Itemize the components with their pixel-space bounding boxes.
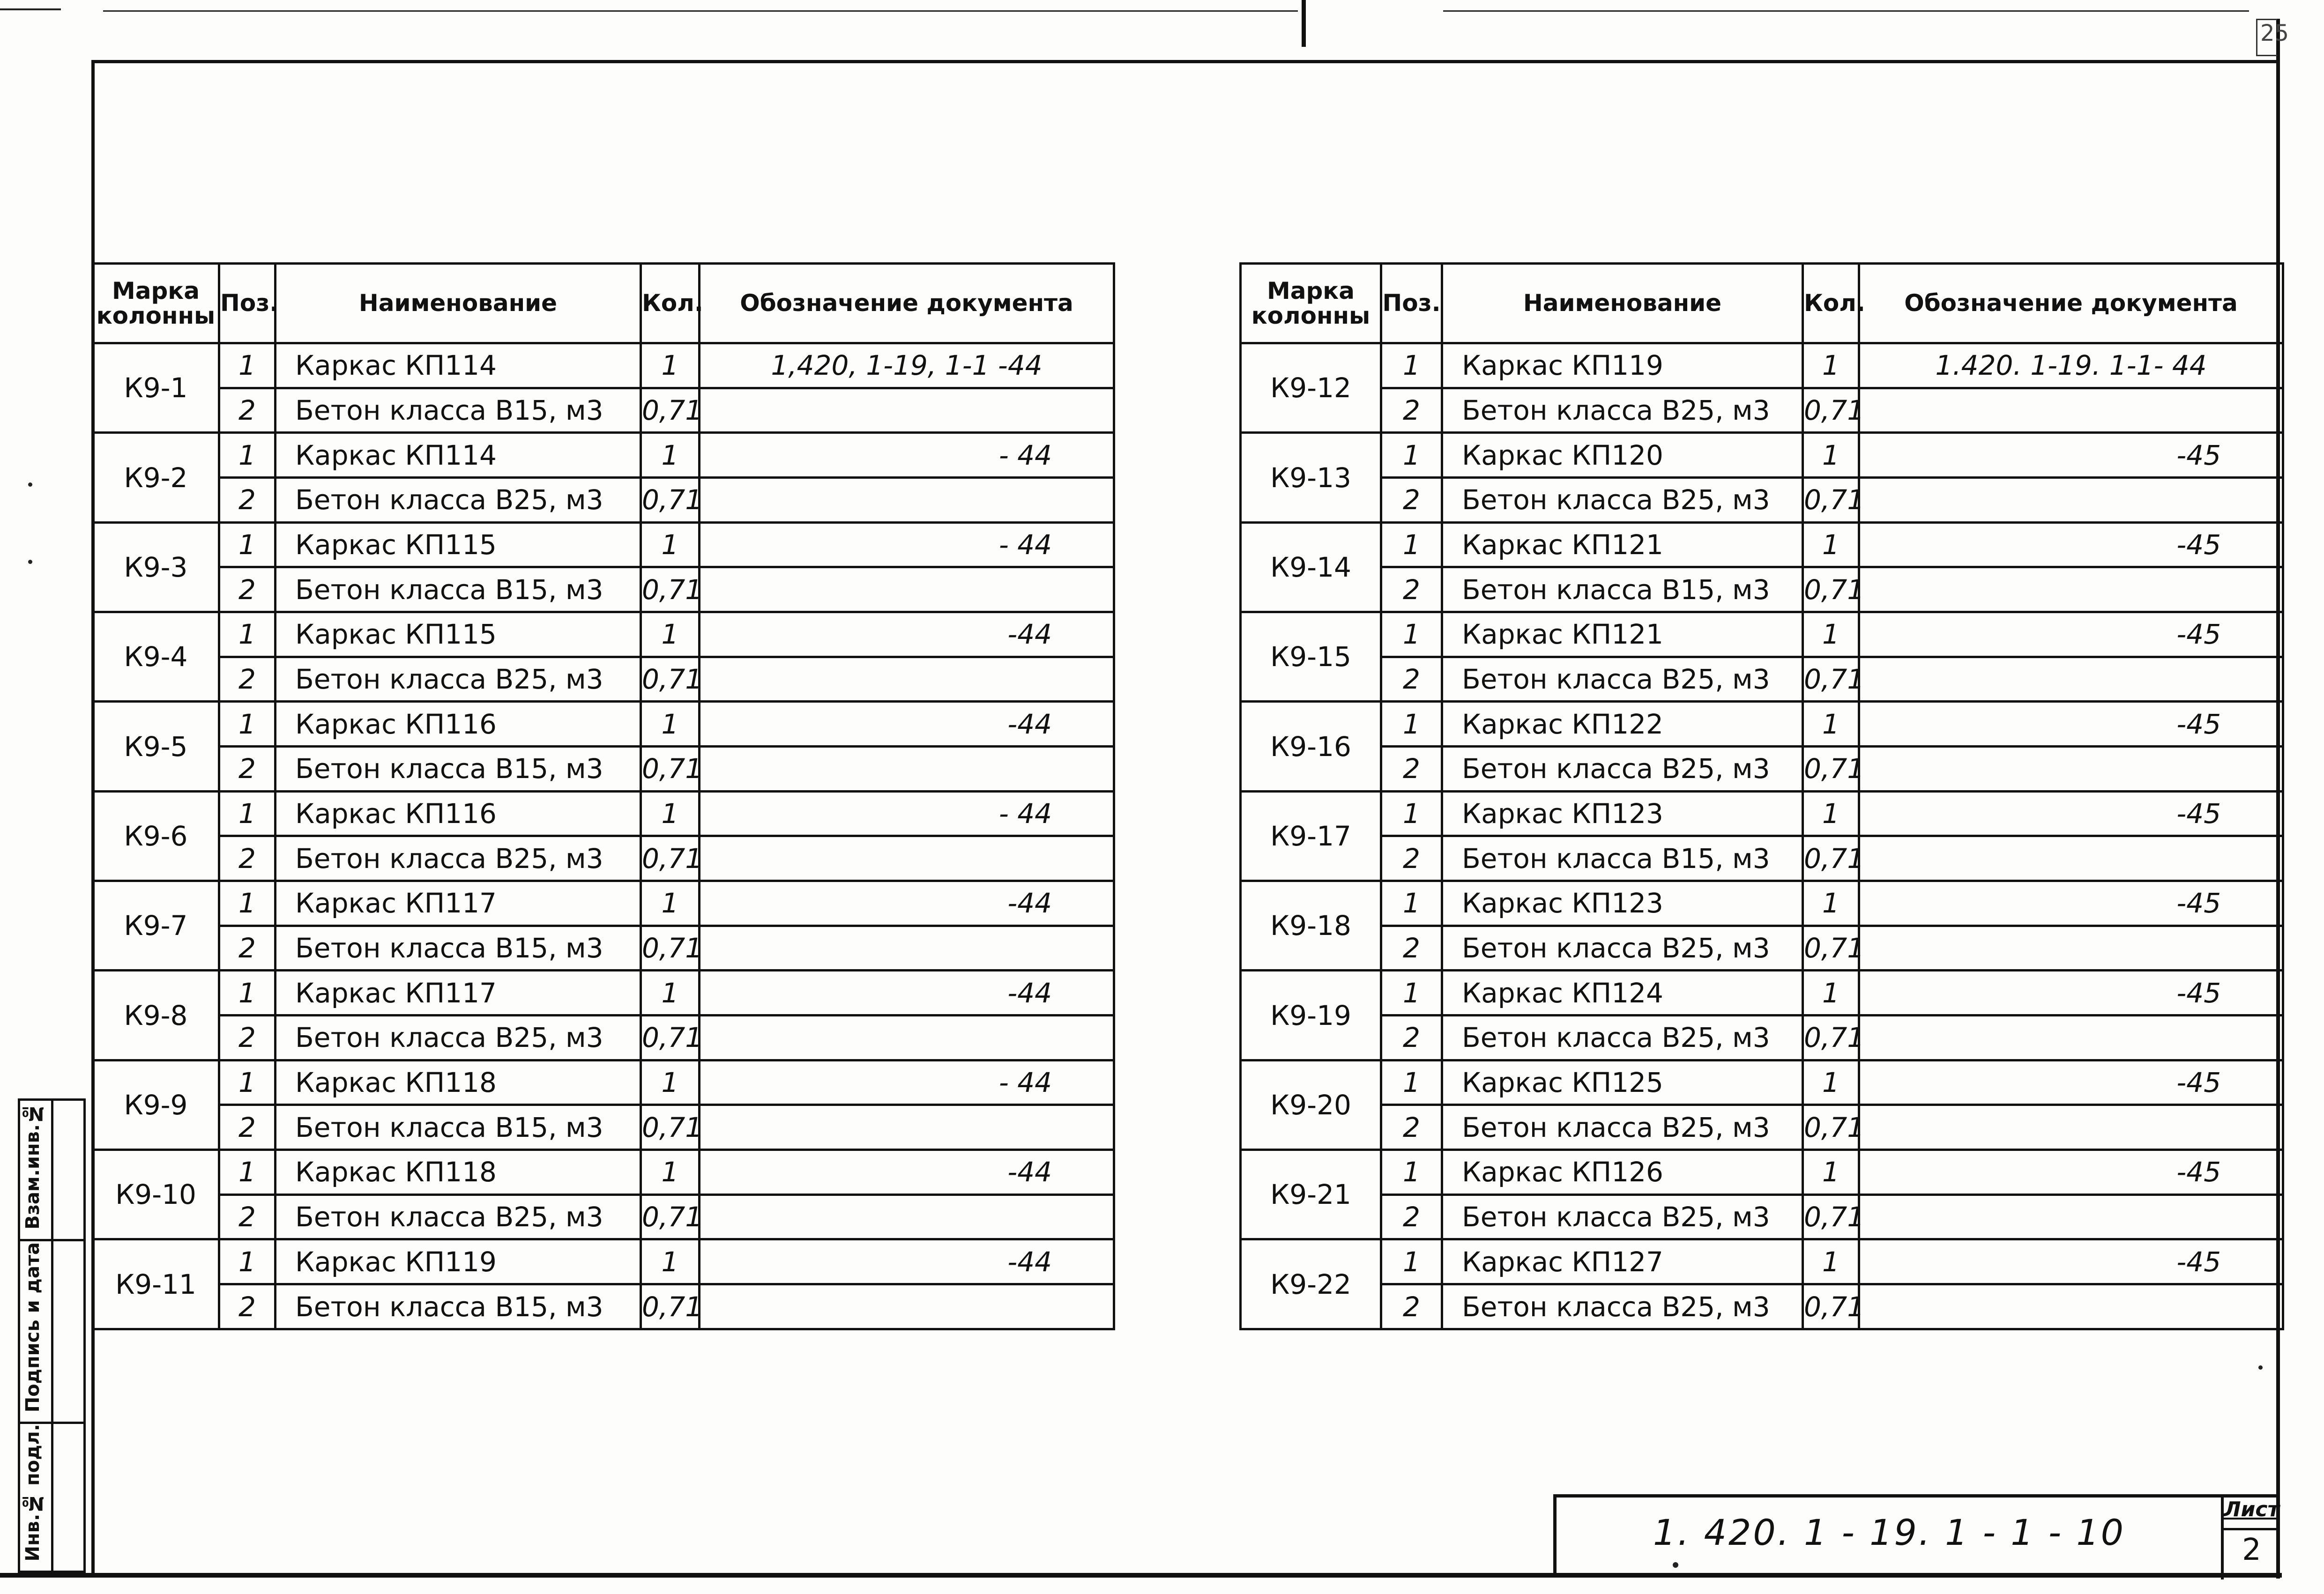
position-cell: 2 (219, 1016, 276, 1060)
table-row (93, 567, 1114, 612)
column-mark-cell: К9-22 (1241, 1239, 1381, 1329)
document-cell: 1,420, 1-19, 1-1 -44 (700, 343, 1114, 388)
name-cell: Каркас КП114 (276, 343, 641, 388)
side-label-replacement: Взам.инв.№ (22, 1103, 44, 1230)
column-mark-cell: К9-6 (93, 791, 219, 881)
name-cell: Бетон класса В15, м3 (276, 926, 641, 971)
quantity-cell: 0,71 (1803, 388, 1859, 433)
quantity-cell: 1 (1803, 612, 1859, 657)
position-cell: 2 (1381, 1016, 1442, 1060)
quantity-cell: 0,71 (1803, 926, 1859, 971)
name-cell: Каркас КП123 (1442, 791, 1803, 836)
document-cell (700, 1105, 1114, 1150)
table-body-right (1241, 343, 2283, 1329)
table-row (93, 343, 1114, 388)
position-cell: 1 (1381, 1150, 1442, 1195)
table-row (93, 881, 1114, 926)
column-mark-cell: К9-15 (1241, 612, 1381, 702)
name-cell: Каркас КП116 (276, 791, 641, 836)
table-row (93, 1194, 1114, 1239)
position-cell: 1 (219, 881, 276, 926)
column-mark-cell: К9-8 (93, 971, 219, 1060)
name-cell: Бетон класса В25, м3 (276, 657, 641, 702)
document-cell: -44 (700, 702, 1114, 747)
position-cell: 2 (219, 657, 276, 702)
position-cell: 1 (219, 791, 276, 836)
document-cell (700, 926, 1114, 971)
position-cell: 2 (1381, 1194, 1442, 1239)
position-cell: 2 (219, 747, 276, 792)
position-cell: 1 (1381, 522, 1442, 567)
position-cell: 2 (219, 1284, 276, 1329)
position-cell: 1 (1381, 1060, 1442, 1105)
document-cell (700, 478, 1114, 523)
position-cell: 1 (219, 433, 276, 478)
position-cell: 2 (1381, 1105, 1442, 1150)
name-cell: Бетон класса В25, м3 (1442, 1105, 1803, 1150)
table-row (1241, 747, 2283, 792)
table-row (1241, 1105, 2283, 1150)
quantity-cell: 1 (641, 1239, 700, 1284)
quantity-cell: 1 (641, 971, 700, 1016)
quantity-cell: 1 (1803, 522, 1859, 567)
table-row (93, 1284, 1114, 1329)
quantity-cell: 1 (641, 1060, 700, 1105)
table-row (93, 1060, 1114, 1105)
document-cell (700, 567, 1114, 612)
table-row (93, 971, 1114, 1016)
name-cell: Каркас КП127 (1442, 1239, 1803, 1284)
column-mark-cell: К9-14 (1241, 522, 1381, 612)
side-divider (51, 1101, 53, 1239)
table-row (1241, 971, 2283, 1016)
position-cell: 1 (1381, 433, 1442, 478)
table-row (93, 1239, 1114, 1284)
sheet-box (2221, 1498, 2279, 1579)
name-cell: Бетон класса В25, м3 (1442, 657, 1803, 702)
side-stamp (18, 1098, 86, 1573)
table-row (1241, 881, 2283, 926)
side-label-inventory: Инв.№ подл. (22, 1423, 44, 1561)
name-cell: Каркас КП119 (1442, 343, 1803, 388)
quantity-cell: 1 (1803, 702, 1859, 747)
position-cell: 1 (1381, 702, 1442, 747)
position-cell: 1 (219, 971, 276, 1016)
quantity-cell: 1 (641, 343, 700, 388)
position-cell: 1 (219, 702, 276, 747)
column-mark-cell: К9-3 (93, 522, 219, 612)
name-cell: Каркас КП115 (276, 612, 641, 657)
quantity-cell: 1 (641, 433, 700, 478)
position-cell: 1 (1381, 791, 1442, 836)
position-cell: 2 (219, 478, 276, 523)
column-mark-cell: К9-16 (1241, 702, 1381, 791)
position-cell: 1 (219, 612, 276, 657)
top-center-tick (1302, 0, 1306, 47)
quantity-cell: 1 (641, 702, 700, 747)
side-label-signature: Подпись и дата (22, 1242, 44, 1412)
quantity-cell: 1 (1803, 791, 1859, 836)
table-row (1241, 836, 2283, 881)
position-cell: 2 (1381, 388, 1442, 433)
table-row (93, 926, 1114, 971)
table-row (93, 657, 1114, 702)
table-row (1241, 343, 2283, 388)
table-row (93, 1016, 1114, 1060)
document-cell: -44 (700, 971, 1114, 1016)
name-cell: Каркас КП120 (1442, 433, 1803, 478)
sheet-label: Лист (2224, 1498, 2279, 1530)
document-cell (700, 1194, 1114, 1239)
document-cell (1859, 657, 2283, 702)
document-cell (700, 1284, 1114, 1329)
name-cell: Каркас КП121 (1442, 612, 1803, 657)
name-cell: Каркас КП119 (276, 1239, 641, 1284)
column-mark-cell: К9-4 (93, 612, 219, 702)
table-row (1241, 791, 2283, 836)
document-cell (700, 836, 1114, 881)
name-cell: Каркас КП125 (1442, 1060, 1803, 1105)
table-row (93, 1150, 1114, 1195)
header-mark: Марка колонны (93, 264, 219, 343)
quantity-cell: 1 (1803, 1060, 1859, 1105)
quantity-cell: 0,71 (1803, 1284, 1859, 1329)
scan-speck (2258, 1365, 2263, 1370)
name-cell: Каркас КП118 (276, 1150, 641, 1195)
document-cell (1859, 747, 2283, 792)
table-row (1241, 612, 2283, 657)
name-cell: Каркас КП123 (1442, 881, 1803, 926)
table-row (93, 478, 1114, 523)
quantity-cell: 0,71 (641, 657, 700, 702)
name-cell: Каркас КП118 (276, 1060, 641, 1105)
quantity-cell: 1 (641, 791, 700, 836)
side-divider (51, 1424, 53, 1571)
quantity-cell: 1 (1803, 433, 1859, 478)
table-body-left (93, 343, 1114, 1329)
column-mark-cell: К9-13 (1241, 433, 1381, 522)
table-row (1241, 1150, 2283, 1195)
table-row (93, 791, 1114, 836)
column-mark-cell: К9-11 (93, 1239, 219, 1329)
quantity-cell: 0,71 (641, 478, 700, 523)
position-cell: 1 (1381, 881, 1442, 926)
column-mark-cell: К9-17 (1241, 791, 1381, 881)
table-row (1241, 1194, 2283, 1239)
name-cell: Каркас КП124 (1442, 971, 1803, 1016)
position-cell: 2 (1381, 657, 1442, 702)
table-row (1241, 1060, 2283, 1105)
name-cell: Каркас КП116 (276, 702, 641, 747)
name-cell: Бетон класса В15, м3 (276, 1105, 641, 1150)
document-cell: - 44 (700, 522, 1114, 567)
header-mark: Марка колонны (1241, 264, 1381, 343)
table-row (1241, 1284, 2283, 1329)
quantity-cell: 1 (641, 881, 700, 926)
quantity-cell: 1 (1803, 343, 1859, 388)
quantity-cell: 0,71 (641, 1105, 700, 1150)
column-mark-cell: К9-20 (1241, 1060, 1381, 1149)
header-qty: Кол. (1803, 264, 1859, 343)
quantity-cell: 0,71 (1803, 657, 1859, 702)
header-pos: Поз. (1381, 264, 1442, 343)
document-cell: -44 (700, 881, 1114, 926)
name-cell: Каркас КП121 (1442, 522, 1803, 567)
position-cell: 2 (219, 388, 276, 433)
column-mark-cell: К9-10 (93, 1150, 219, 1239)
header-pos: Поз. (219, 264, 276, 343)
document-cell (700, 657, 1114, 702)
document-cell (700, 388, 1114, 433)
table-row (1241, 522, 2283, 567)
document-cell: -45 (1859, 971, 2283, 1016)
position-cell: 2 (1381, 478, 1442, 523)
quantity-cell: 0,71 (641, 747, 700, 792)
name-cell: Бетон класса В25, м3 (1442, 478, 1803, 523)
name-cell: Каркас КП115 (276, 522, 641, 567)
quantity-cell: 1 (1803, 881, 1859, 926)
document-cell: 1.420. 1-19. 1-1- 44 (1859, 343, 2283, 388)
quantity-cell: 0,71 (1803, 567, 1859, 612)
name-cell: Каркас КП114 (276, 433, 641, 478)
name-cell: Каркас КП126 (1442, 1150, 1803, 1195)
quantity-cell: 0,71 (641, 926, 700, 971)
document-cell: - 44 (700, 433, 1114, 478)
name-cell: Бетон класса В15, м3 (276, 747, 641, 792)
name-cell: Бетон класса В25, м3 (1442, 926, 1803, 971)
quantity-cell: 0,71 (641, 1016, 700, 1060)
document-cell (1859, 567, 2283, 612)
table-row (93, 1105, 1114, 1150)
position-cell: 1 (219, 522, 276, 567)
quantity-cell: 1 (641, 1150, 700, 1195)
table-row (93, 702, 1114, 747)
document-cell (1859, 1284, 2283, 1329)
name-cell: Каркас КП117 (276, 971, 641, 1016)
document-cell (1859, 836, 2283, 881)
name-cell: Каркас КП117 (276, 881, 641, 926)
name-cell: Бетон класса В25, м3 (276, 836, 641, 881)
column-mark-cell: К9-1 (93, 343, 219, 433)
document-cell (700, 747, 1114, 792)
quantity-cell: 0,71 (1803, 836, 1859, 881)
name-cell: Бетон класса В15, м3 (1442, 836, 1803, 881)
position-cell: 2 (1381, 567, 1442, 612)
table-row (93, 747, 1114, 792)
table-row (1241, 926, 2283, 971)
document-cell (1859, 926, 2283, 971)
quantity-cell: 0,71 (641, 1284, 700, 1329)
document-cell: -45 (1859, 1060, 2283, 1105)
column-mark-cell: К9-9 (93, 1060, 219, 1149)
name-cell: Бетон класса В25, м3 (276, 478, 641, 523)
quantity-cell: 0,71 (641, 567, 700, 612)
header-name: Наименование (276, 264, 641, 343)
table-row (1241, 1016, 2283, 1060)
document-cell: -45 (1859, 1239, 2283, 1284)
table-row (93, 388, 1114, 433)
position-cell: 1 (219, 343, 276, 388)
document-cell (700, 1016, 1114, 1060)
column-mark-cell: К9-2 (93, 433, 219, 522)
quantity-cell: 0,71 (1803, 1016, 1859, 1060)
column-mark-cell: К9-18 (1241, 881, 1381, 971)
document-cell (1859, 1016, 2283, 1060)
quantity-cell: 1 (1803, 971, 1859, 1016)
document-cell (1859, 1105, 2283, 1150)
quantity-cell: 0,71 (641, 388, 700, 433)
position-cell: 2 (219, 1105, 276, 1150)
position-cell: 2 (219, 836, 276, 881)
quantity-cell: 0,71 (1803, 747, 1859, 792)
name-cell: Бетон класса В15, м3 (276, 1284, 641, 1329)
quantity-cell: 0,71 (1803, 1194, 1859, 1239)
document-code: 1. 420. 1 - 19. 1 - 1 - 10 (1653, 1512, 2126, 1553)
document-cell: -45 (1859, 881, 2283, 926)
table-row (1241, 657, 2283, 702)
name-cell: Бетон класса В25, м3 (1442, 747, 1803, 792)
position-cell: 2 (219, 1194, 276, 1239)
name-cell: Каркас КП122 (1442, 702, 1803, 747)
name-cell: Бетон класса В15, м3 (276, 567, 641, 612)
document-cell: -44 (700, 1239, 1114, 1284)
column-mark-cell: К9-19 (1241, 971, 1381, 1060)
side-divider (51, 1241, 53, 1422)
quantity-cell: 1 (1803, 1150, 1859, 1195)
table-row (1241, 1239, 2283, 1284)
header-qty: Кол. (641, 264, 700, 343)
side-cell-inventory (20, 1424, 83, 1571)
header-doc: Обозначение документа (700, 264, 1114, 343)
table-row (93, 433, 1114, 478)
top-cut-line-left (0, 8, 61, 10)
side-cell-signature (20, 1241, 83, 1424)
column-mark-cell: К9-21 (1241, 1150, 1381, 1239)
scan-speck (28, 482, 32, 487)
header-doc: Обозначение документа (1859, 264, 2283, 343)
document-cell: -45 (1859, 433, 2283, 478)
document-cell (1859, 478, 2283, 523)
quantity-cell: 0,71 (641, 836, 700, 881)
table-row (1241, 388, 2283, 433)
position-cell: 1 (1381, 1239, 1442, 1284)
name-cell: Бетон класса В25, м3 (1442, 388, 1803, 433)
spec-table-left (91, 262, 1115, 1330)
side-cell-replacement (20, 1101, 83, 1241)
document-cell: -44 (700, 1150, 1114, 1195)
position-cell: 2 (219, 926, 276, 971)
position-cell: 1 (1381, 612, 1442, 657)
quantity-cell: 0,71 (1803, 478, 1859, 523)
document-cell: - 44 (700, 1060, 1114, 1105)
document-cell: -45 (1859, 791, 2283, 836)
name-cell: Бетон класса В15, м3 (276, 388, 641, 433)
document-cell: -45 (1859, 1150, 2283, 1195)
table-row (93, 836, 1114, 881)
name-cell: Бетон класса В25, м3 (276, 1194, 641, 1239)
position-cell: 2 (1381, 1284, 1442, 1329)
table-row (93, 612, 1114, 657)
table-row (1241, 702, 2283, 747)
name-cell: Бетон класса В15, м3 (1442, 567, 1803, 612)
column-mark-cell: К9-7 (93, 881, 219, 971)
document-cell: -45 (1859, 522, 2283, 567)
table-row (93, 522, 1114, 567)
corner-mark: 25 (2256, 19, 2277, 56)
spec-table-right (1239, 262, 2284, 1330)
header-name: Наименование (1442, 264, 1803, 343)
document-cell: -44 (700, 612, 1114, 657)
table-row (1241, 478, 2283, 523)
scan-speck (1673, 1562, 1678, 1568)
scan-speck (28, 560, 32, 564)
position-cell: 1 (1381, 971, 1442, 1016)
title-block (1553, 1494, 2279, 1576)
position-cell: 2 (219, 567, 276, 612)
position-cell: 1 (219, 1150, 276, 1195)
name-cell: Бетон класса В25, м3 (1442, 1284, 1803, 1329)
top-cut-line (103, 10, 1298, 12)
table-row (1241, 567, 2283, 612)
name-cell: Бетон класса В25, м3 (1442, 1194, 1803, 1239)
document-cell: -45 (1859, 612, 2283, 657)
position-cell: 1 (1381, 343, 1442, 388)
quantity-cell: 1 (641, 522, 700, 567)
name-cell: Бетон класса В25, м3 (1442, 1016, 1803, 1060)
table-row (1241, 433, 2283, 478)
quantity-cell: 0,71 (1803, 1105, 1859, 1150)
name-cell: Бетон класса В25, м3 (276, 1016, 641, 1060)
document-cell: - 44 (700, 791, 1114, 836)
position-cell: 2 (1381, 926, 1442, 971)
quantity-cell: 0,71 (641, 1194, 700, 1239)
position-cell: 1 (219, 1239, 276, 1284)
column-mark-cell: К9-5 (93, 702, 219, 791)
position-cell: 1 (219, 1060, 276, 1105)
column-mark-cell: К9-12 (1241, 343, 1381, 433)
top-cut-line-right (1443, 10, 2249, 12)
document-cell: -45 (1859, 702, 2283, 747)
quantity-cell: 1 (1803, 1239, 1859, 1284)
document-cell (1859, 1194, 2283, 1239)
position-cell: 2 (1381, 836, 1442, 881)
position-cell: 2 (1381, 747, 1442, 792)
document-cell (1859, 388, 2283, 433)
sheet-number: 2 (2242, 1533, 2261, 1567)
quantity-cell: 1 (641, 612, 700, 657)
